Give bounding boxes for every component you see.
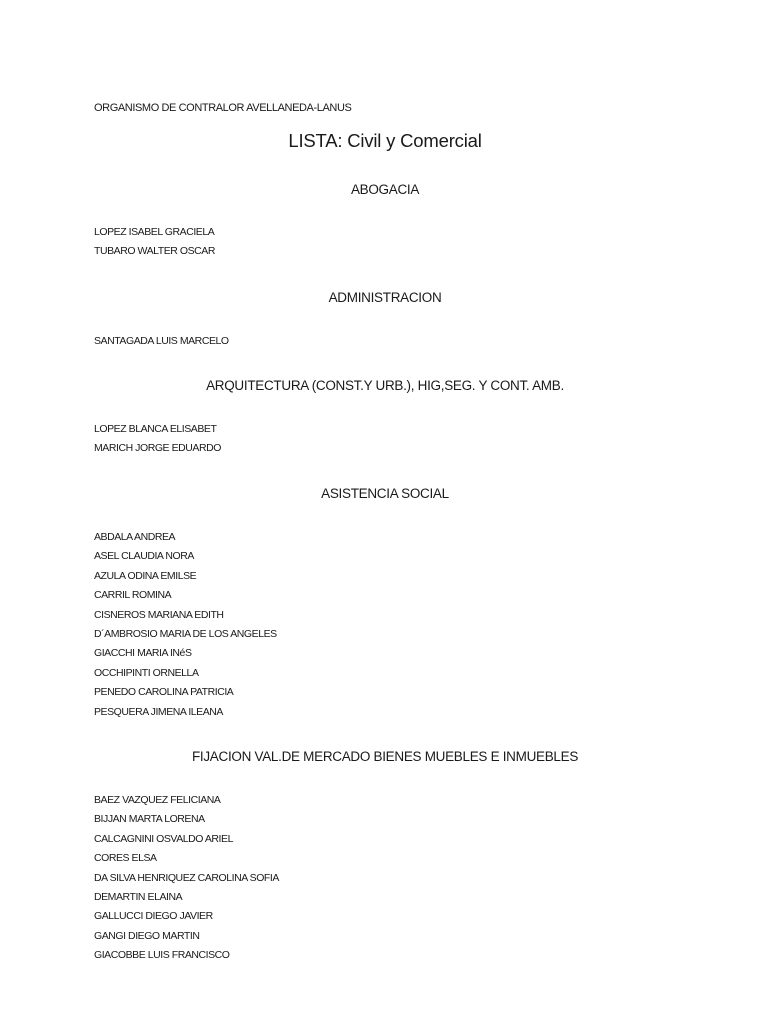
list-item: GIACOBBE LUIS FRANCISCO (94, 949, 230, 962)
section-asistencia-social (0, 485, 770, 718)
list-item: CORES ELSA (94, 852, 157, 865)
list-item: ABDALA ANDREA (94, 531, 176, 543)
section-heading: ABOGACIA (350, 182, 420, 197)
section-heading: ADMINISTRACION (328, 290, 442, 305)
section-arquitectura (0, 377, 770, 455)
list-item: SANTAGADA LUIS MARCELO (94, 335, 229, 347)
list-item: MARICH JORGE EDUARDO (94, 442, 221, 455)
list-item: CISNEROS MARIANA EDITH (94, 608, 224, 621)
section-heading: FIJACION VAL.DE MERCADO BIENES MUEBLES E INMUEBLES (191, 749, 579, 764)
section-heading: ARQUITECTURA (CONST.Y URB.), HIG,SEG. Y CONT. AMB. (206, 378, 564, 393)
list-item: ASEL CLAUDIA NORA (94, 550, 194, 563)
list-item: GANGI DIEGO MARTIN (94, 929, 200, 942)
list-item: DEMARTIN ELAINA (94, 890, 183, 903)
list-item: AZULA ODINA EMILSE (94, 569, 197, 582)
section-heading: ASISTENCIA SOCIAL (321, 486, 449, 501)
list-item: TUBARO WALTER OSCAR (94, 245, 215, 258)
list-item: LOPEZ ISABEL GRACIELA (94, 226, 215, 238)
name-list (94, 528, 277, 722)
list-item: CARRIL ROMINA (94, 589, 172, 602)
list-item: PESQUERA JIMENA ILEANA (94, 705, 223, 718)
list-item: BAEZ VAZQUEZ FELICIANA (94, 794, 221, 806)
section-abogacia (0, 181, 770, 258)
list-item: D´AMBROSIO MARIA DE LOS ANGELES (94, 627, 277, 640)
section-administracion (0, 289, 770, 347)
list-item: OCCHIPINTI ORNELLA (94, 666, 199, 679)
name-list (94, 420, 221, 459)
list-item: BIJJAN MARTA LORENA (94, 813, 205, 826)
list-item: GIACCHI MARIA INéS (94, 647, 192, 660)
list-item: LOPEZ BLANCA ELISABET (94, 423, 217, 435)
organization-line: ORGANISMO DE CONTRALOR AVELLANEDA-LANUS (94, 102, 352, 114)
list-item: GALLUCCI DIEGO JAVIER (94, 910, 213, 923)
section-fijacion-val-mercado (0, 748, 770, 962)
list-title: LISTA: Civil y Comercial (288, 130, 482, 151)
name-list (94, 791, 279, 966)
name-list (94, 332, 229, 351)
name-list (94, 223, 215, 262)
list-item: PENEDO CAROLINA PATRICIA (94, 686, 234, 699)
list-item: DA SILVA HENRIQUEZ CAROLINA SOFIA (94, 871, 279, 884)
list-item: CALCAGNINI OSVALDO ARIEL (94, 832, 233, 845)
